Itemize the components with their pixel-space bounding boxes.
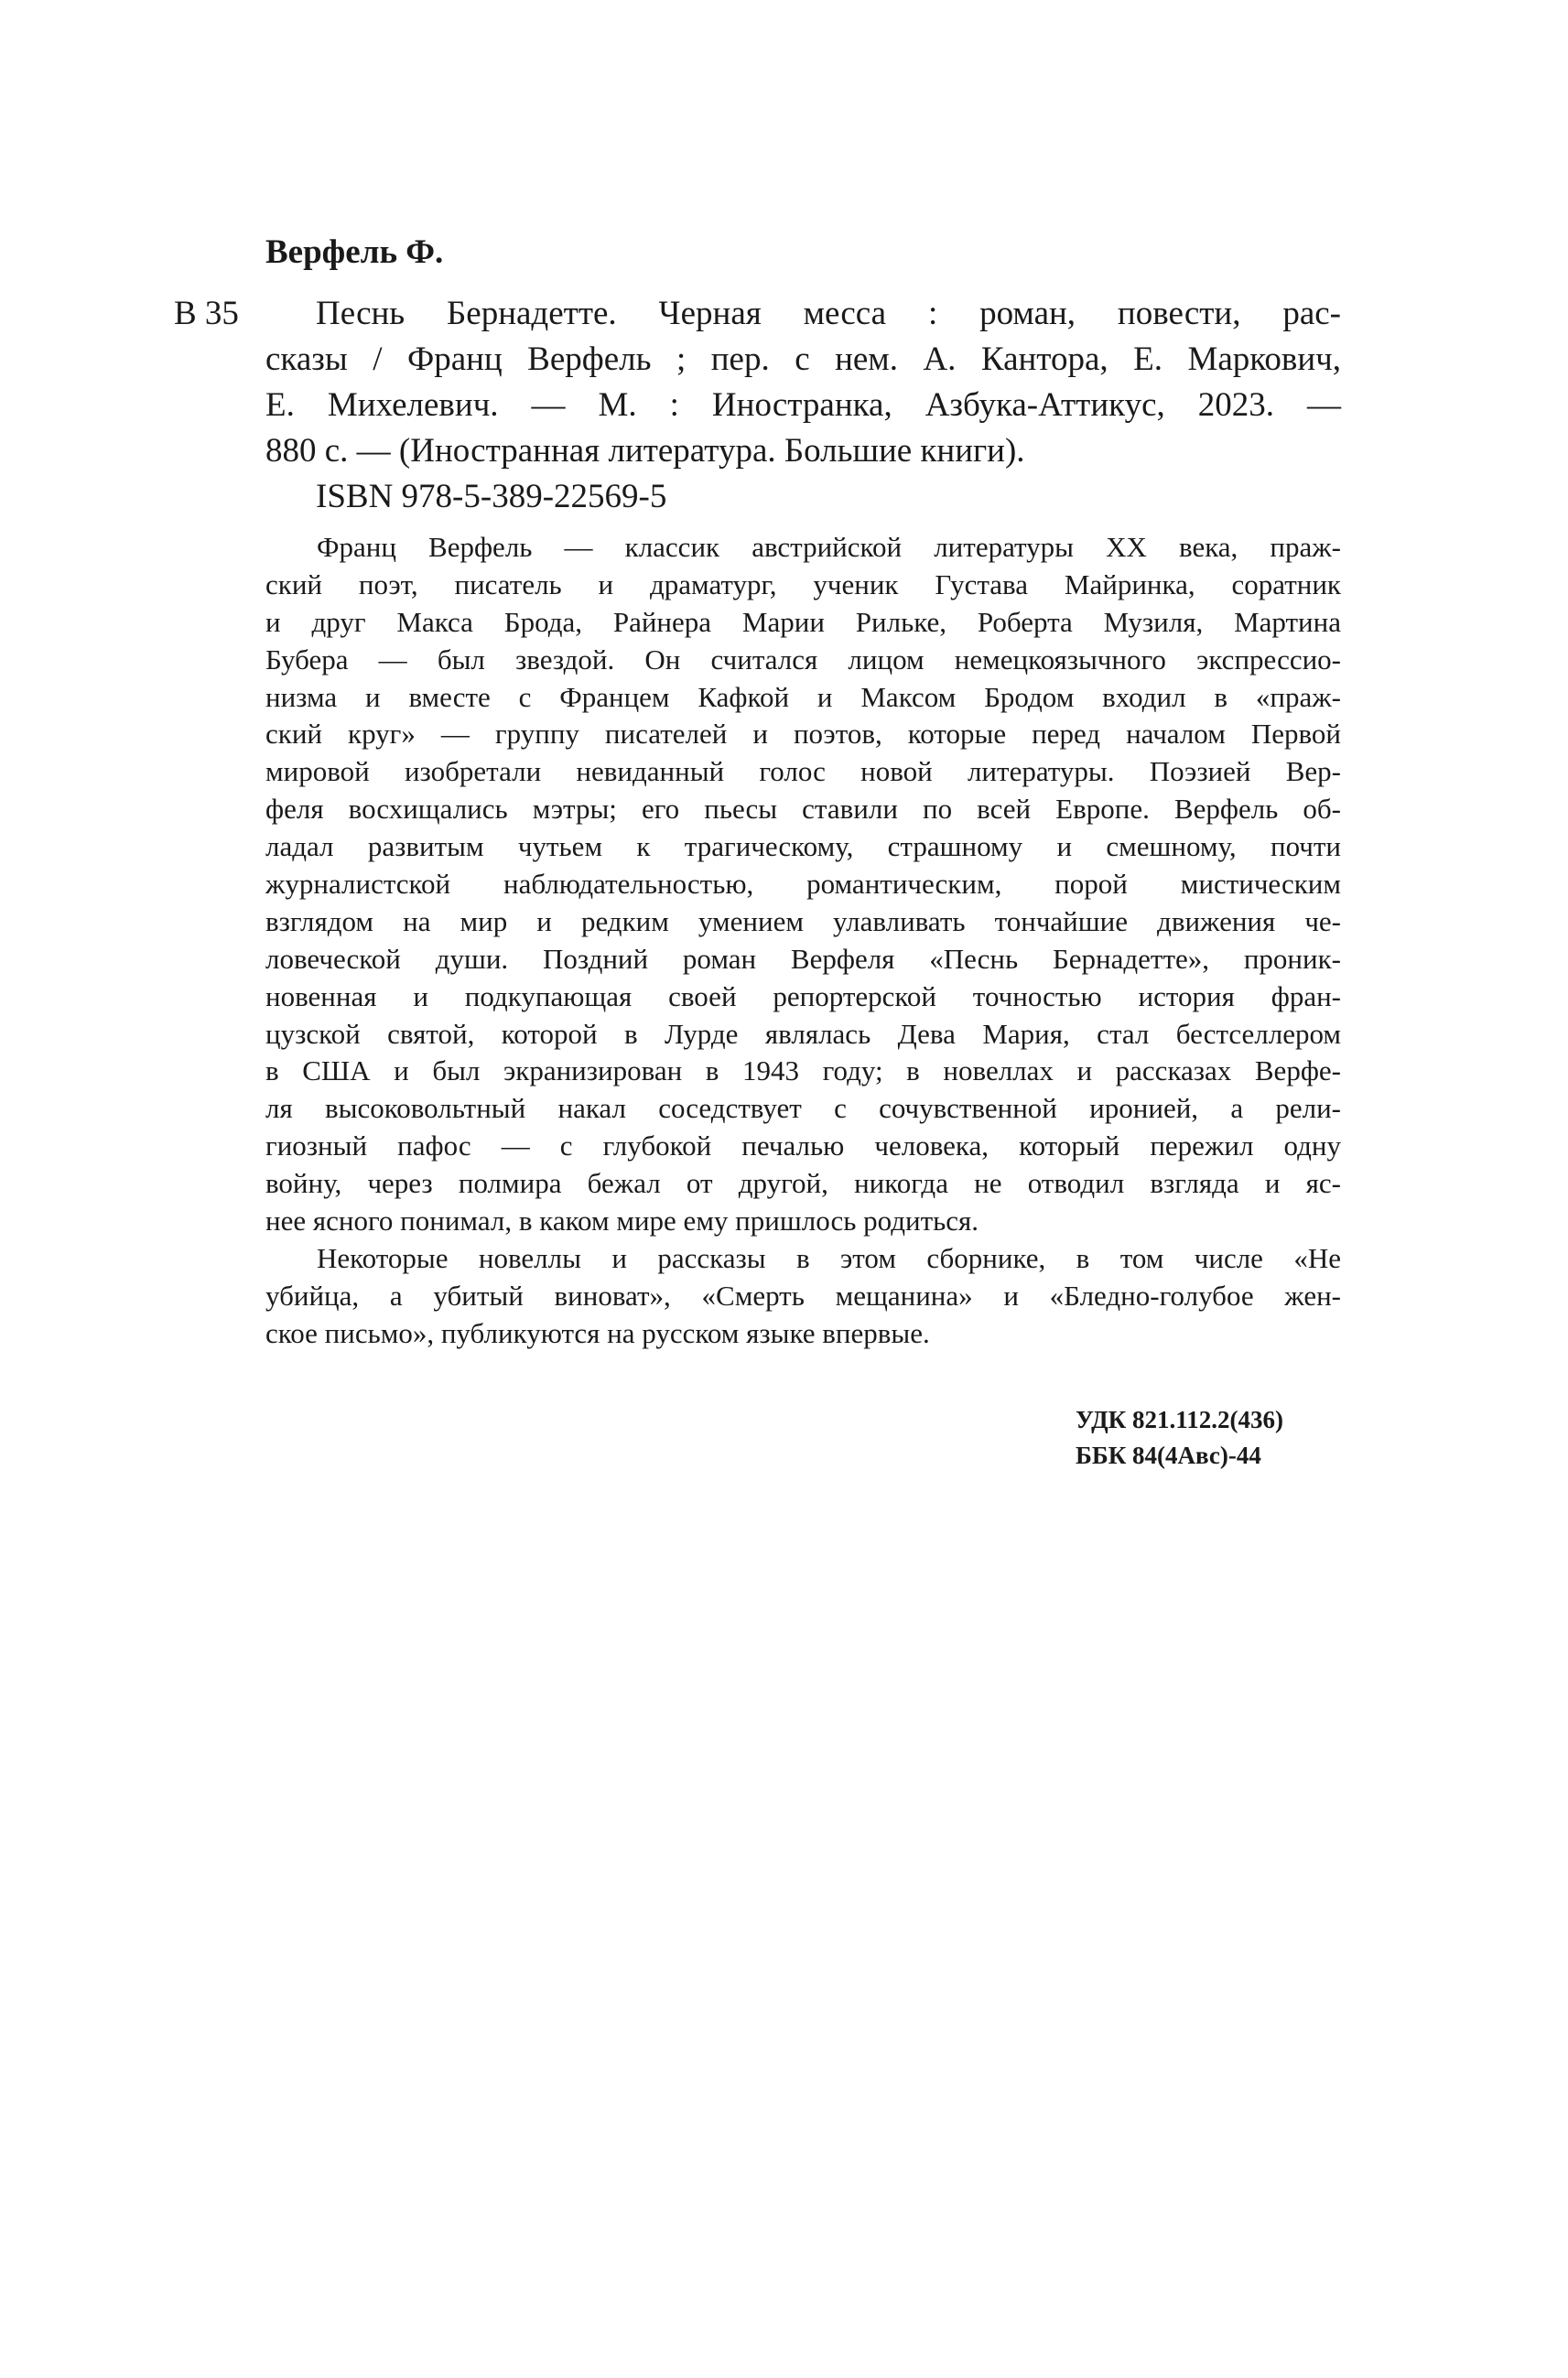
annotation-line: гиозный пафос — с глубокой печалью человека, который пережил одну — [265, 1130, 1341, 1162]
author-sign: В 35 — [174, 295, 239, 332]
bbk-code: ББК 84(4Авс)-44 — [1076, 1442, 1261, 1469]
biblio-line: сказы / Франц Верфель ; пер. с нем. А. Кантора, Е. Маркович, — [265, 340, 1341, 378]
annotation-line: мировой изобретали невиданный голос новой литературы. Поэзией Вер- — [265, 755, 1341, 788]
annotation-line: ский круг» — группу писателей и поэтов, которые перед началом Первой — [265, 718, 1341, 751]
annotation-text — [265, 529, 1341, 1353]
annotation-line: ля высоковольтный накал соседствует с сочувственной иронией, а рели- — [265, 1092, 1341, 1125]
annotation-line: ладал развитым чутьем к трагическому, страшному и смешному, почти — [265, 830, 1341, 863]
annotation-line: низма и вместе с Францем Кафкой и Максом Бродом входил в «праж- — [265, 680, 1341, 713]
annotation-line: феля восхищались мэтры; его пьесы ставили по всей Европе. Верфель об- — [265, 793, 1341, 826]
biblio-line: 880 с. — (Иностранная литература. Большие книги). — [265, 432, 1025, 470]
biblio-line: Е. Михелевич. — М. : Иностранка, Азбука-Аттикус, 2023. — — [265, 386, 1341, 424]
isbn-line: ISBN 978-5-389-22569-5 — [316, 478, 667, 515]
annotation-line: ское письмо», публикуются на русском языке впервые. — [265, 1316, 930, 1349]
annotation-line: ловеческой души. Поздний роман Верфеля «Песнь Бернадетте», проник- — [265, 942, 1341, 975]
annotation-line: ский поэт, писатель и драматург, ученик Густава Майринка, соратник — [265, 567, 1341, 600]
annotation-line: взглядом на мир и редким умением улавливать тончайшие движения че- — [265, 904, 1341, 937]
annotation-line: Бубера — был звездой. Он считался лицом немецкоязычного экспрессио- — [265, 643, 1341, 676]
classification-codes — [1076, 1402, 1283, 1474]
annotation-line: в США и был экранизирован в 1943 году; в новеллах и рассказах Верфе- — [265, 1054, 1341, 1087]
bibliographic-description — [265, 291, 1341, 474]
author-heading: Верфель Ф. — [265, 233, 444, 271]
annotation-line: и друг Макса Брода, Райнера Марии Рильке, Роберта Музиля, Мартина — [265, 605, 1341, 638]
annotation-line: журналистской наблюдательностью, романтическим, порой мистическим — [265, 868, 1341, 901]
udk-code: УДК 821.112.2(436) — [1076, 1406, 1283, 1433]
annotation-line: убийца, а убитый виноват», «Смерть мещанина» и «Бледно-голубое жен- — [265, 1279, 1341, 1312]
annotation-line: цузской святой, которой в Лурде являлась Дева Мария, стал бестселлером — [265, 1017, 1341, 1050]
biblio-line: Песнь Бернадетте. Черная месса : роман, повести, рас- — [316, 295, 1341, 332]
annotation-line: Франц Верфель — классик австрийской литературы XX века, праж- — [317, 531, 1341, 563]
annotation-line: Некоторые новеллы и рассказы в этом сборнике, в том числе «Не — [317, 1241, 1341, 1274]
annotation-line: войну, через полмира бежал от другой, никогда не отводил взгляда и яс- — [265, 1167, 1341, 1200]
annotation-line: нее ясного понимал, в каком мире ему пришлось родиться. — [265, 1205, 979, 1238]
annotation-line: новенная и подкупающая своей репортерской точностью история фран- — [265, 979, 1341, 1012]
